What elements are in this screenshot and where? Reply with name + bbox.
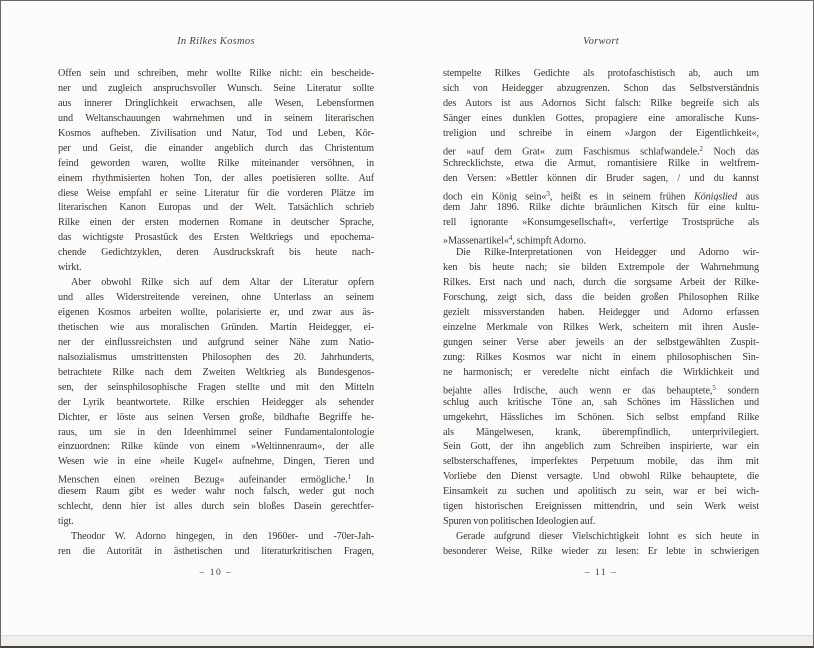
page-number-right: – 11 – [584, 567, 618, 578]
text-line: thetischen wie aus moralischen Gründen. Martin Heidegger, ei- [58, 321, 374, 333]
text-line: umgekehrt, Hässliches im Schönen. Sich selbst empfand Rilke [443, 411, 759, 423]
text-segment: sondern [715, 385, 759, 396]
text-segment: Menschen einen »reinen Bezug« aufeinander ermögliche. [58, 474, 348, 486]
text-line: Rilkes. Erst nach und nach, durch die sorgsame Arbeit der Rilke- [443, 277, 759, 289]
text-line: sich von Heidegger abzugrenzen. Schon das Selbstverständnis [443, 82, 759, 94]
page-number-left: – 10 – [199, 567, 233, 578]
text-line: feind geworden waren, wollte Rilke miteinander versöhnen, in [58, 157, 374, 169]
text-line [443, 231, 759, 246]
footnote-marker: 5 [712, 383, 716, 392]
text-line: eigenen Kosmos arbeiten wollte, polarisierte er, und zwar aus äs- [58, 307, 374, 318]
text-line: wirkt. [58, 262, 82, 274]
running-header-right: Vorwort [583, 36, 619, 47]
text-line: Aber obwohl Rilke sich auf dem Altar der Literatur opfern [71, 277, 374, 289]
text-line: Gerade aufgrund dieser Vielschichtigkeit lohnt es sich heute in [456, 531, 759, 543]
text-line: Einsamkeit zu suchen und apolitisch zu sein, war er bei wich- [443, 486, 759, 498]
text-line: Wesen wie in eine »heile Kugel« aufnehme, Dingen, Tieren und [58, 456, 374, 468]
text-line: sen, der seinsphilosophische Fragen stellte und mit den Mitteln [58, 381, 374, 393]
text-line: und alles Widerstreitende vereinen, ohne Unterlass an seinem [58, 292, 374, 304]
text-line: Theodor W. Adorno hingegen, in den 1960er- und -70er-Jah- [71, 531, 374, 543]
running-header-left: In Rilkes Kosmos [177, 36, 255, 47]
text-line [443, 142, 759, 157]
footnote-marker: 2 [699, 144, 704, 153]
page-bottom-edge [1, 635, 813, 646]
text-line: chende Gedichtzyklen, deren Ausdruckskraft bis heute nach- [58, 247, 374, 259]
text-line: Forschung, zeigt sich, dass die beiden großen Philosophen Rilke [443, 292, 759, 304]
text-line: und Weltanschauungen wahrnehmen und in seinem literarischen [58, 112, 374, 124]
text-segment: der »auf dem Grat« zum Faschismus schlafwandele. [443, 146, 700, 157]
text-line: diesem Raum gibt es weder wahr noch falsch, weder gut noch [58, 486, 374, 498]
text-line: gezielt missverstanden haben. Heidegger und Adorno erfassen [443, 307, 759, 318]
text-line: Spuren von politischen Ideologien auf. [443, 516, 596, 528]
text-line: Schrecklichste, etwa die Armut, romantisiere Rilke in weltfrem- [443, 157, 759, 169]
text-line: zung: Rilkes Kosmos war nicht in einem philosophischen Sin- [443, 351, 759, 363]
text-line: besonderer Weise, Rilke wieder zu lesen: Er lebte in schwierigen [443, 546, 759, 557]
text-line: selbsterschaffenes, imperfektes Perpetuum mobile, das ihm mit [443, 456, 759, 468]
text-line: literarischen Kanon Europas und der Welt. Tatsächlich schrieb [58, 202, 374, 214]
text-line: diese Weise empfahl er seine Literatur für die vorderen Plätze im [58, 187, 374, 199]
text-line [58, 470, 374, 485]
text-line: einzuordnen: Rilke künde von einem »Weltinnenraum«, der alle [58, 441, 374, 453]
text-line: schlecht, denn hier ist alles durch sein bloßes Dasein gerechtfer- [58, 501, 374, 513]
text-line: den Versen: »Bettler können dir Bruder sagen, / und du kannst [443, 172, 759, 184]
text-line: Die Rilke-Interpretationen von Heidegger und Adorno wir- [456, 247, 759, 259]
text-line: Sein Gott, der ihn angeblich zum Schreiben inspirierte, war ein [443, 441, 759, 453]
text-line: einzelne Merkmale von Rilkes Werk, scheitern mit ihren Ausle- [443, 321, 759, 333]
text-line: raus, um sie in den Ideenhimmel seiner Fundamentalontologie [58, 426, 374, 438]
text-line: ne harmonisch; er veredelte nicht einfach die Wirklichkeit und [443, 366, 759, 378]
text-line: nalsozialismus umstrittensten Philosophen des 20. Jahrhunderts, [58, 351, 374, 363]
text-line: Dichter, er löste aus seinen Versen große, bildhafte Begriffe he- [58, 411, 374, 423]
text-line: des Autors ist aus Adornos Sicht falsch: Rilke begreife sich als [443, 97, 759, 109]
text-line [443, 381, 759, 396]
text-line: ren die Autorität in ästhetischen und literaturkritischen Fragen, [58, 546, 374, 557]
text-line: tigen historischen Ereignissen mittendrin, und sein Werk weist [443, 501, 759, 513]
text-line: treligion und schreibe in einem »Jargon der Eigentlichkeit«, [443, 127, 759, 139]
footnote-marker: 3 [546, 189, 550, 198]
text-line: Offen sein und schreiben, mehr wollte Rilke nicht: ein bescheide- [58, 68, 374, 79]
page-body-right [443, 67, 759, 560]
page-right [443, 35, 759, 578]
text-line: als Mängelwesen, krank, überempfindlich, unterprivilegiert. [443, 426, 759, 438]
page-body-left [58, 67, 374, 560]
text-segment: aus [737, 191, 759, 202]
footnote-marker: 4 [508, 234, 513, 243]
text-line: der Lyrik beantwortete. Rilke erschien Heidegger als sehender [58, 396, 374, 408]
text-line: Vorliebe den Dienst versagte. Und obwohl Rilke behauptete, die [443, 471, 759, 483]
text-line: Rilke einen der ersten modernen Romane in deutscher Sprache, [58, 217, 374, 229]
text-line: das wichtigste Prosastück des Ersten Weltkriegs und epochema- [58, 232, 374, 244]
text-line: gungen seiner Verse aber jeweils an der selbstgewählten Zuspit- [443, 336, 759, 348]
text-line: betrachtete Rilke nach dem Zweiten Weltkrieg als Bundesgenos- [58, 366, 374, 378]
text-line: stempelte Rilkes Gedichte als protofaschistisch ab, auch um [443, 68, 759, 79]
text-segment: , heißt es in seinem frühen [549, 191, 694, 202]
text-line: Kosmos aufheben. Zivilisation und Natur, Tod und Leben, Kör- [58, 127, 374, 139]
text-line: schlug auch kritische Töne an, sah Schönes im Hässlichen und [443, 396, 759, 408]
text-segment: bejahte alles Irdische, auch wenn er das behauptete, [443, 385, 713, 396]
text-line: tigt. [58, 516, 74, 528]
page-left [58, 35, 374, 578]
text-line: per und Geist, die einander angeblich durch das Christentum [58, 142, 374, 154]
text-segment: Noch das [703, 146, 759, 157]
text-line [443, 187, 759, 202]
text-segment: , schimpft Adorno. [512, 235, 586, 247]
text-line: Sänger eines dunklen Gottes, propagiere eine amoralische Kuns- [443, 112, 759, 124]
text-line: ner und zugleich anspruchsvoller Wunsch. Seine Literatur sollte [58, 82, 374, 94]
text-segment: doch ein König sein« [443, 191, 547, 202]
text-line: rell ignorante »Konsumgesellschaft«, verfertige Trostsprüche als [443, 217, 759, 229]
text-line: einem rhythmisierten hohen Ton, der alles poetisieren sollte. Auf [58, 172, 374, 184]
text-line: ner der einflussreichsten und aufgrund seiner Nähe zum Natio- [58, 336, 374, 348]
footnote-marker: 1 [347, 473, 352, 482]
text-segment: In [351, 474, 374, 486]
italic-title: Königslied [693, 191, 738, 202]
text-segment: »Massenartikel« [443, 235, 509, 247]
text-line: dem Jahr 1896. Rilke dichte bräunlichen Kitsch für eine kultu- [443, 202, 759, 214]
text-line: aus innerer Dringlichkeit erwachsen, alle Wesen, Lebensformen [58, 97, 374, 109]
text-line: ken bis heute nach; sie bilden Extrempole der Wahrnehmung [443, 262, 759, 274]
